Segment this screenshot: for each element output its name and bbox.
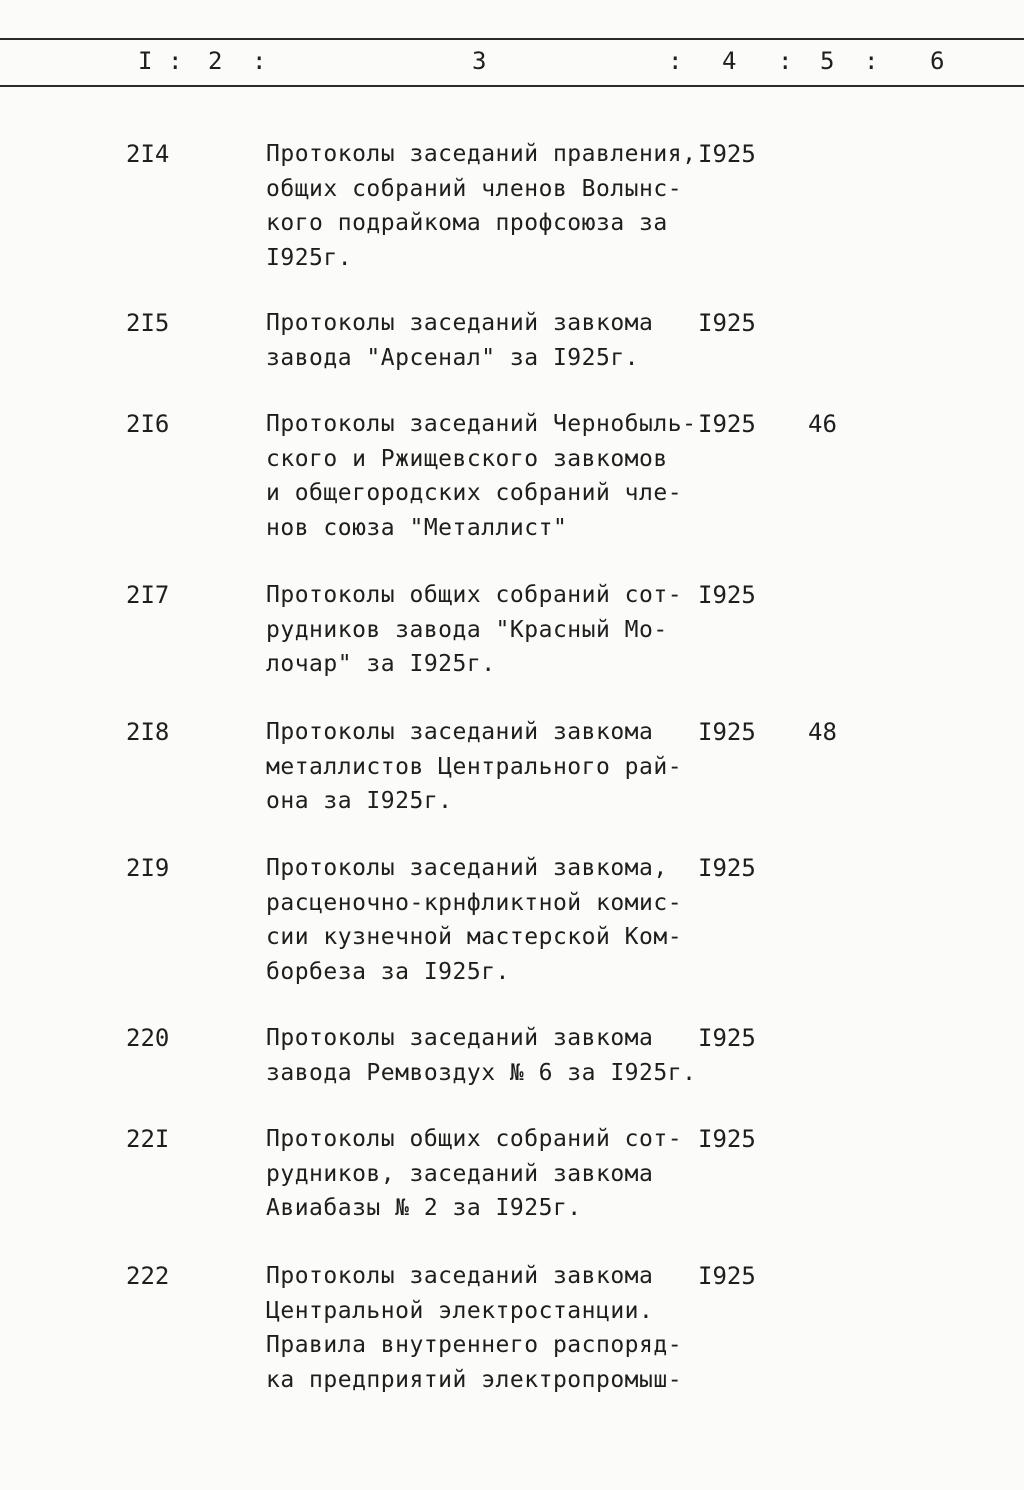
header-col-4: 4 [722, 47, 737, 75]
entry-title [266, 578, 696, 682]
entry-title-line: Протоколы заседаний завкома [266, 310, 654, 336]
entry-title-line: Протоколы общих собраний сот- [266, 1126, 683, 1152]
entry-sheet-count: 46 [808, 410, 837, 438]
header-separator: : [668, 47, 683, 75]
entry-title-line: Центральной электростанции. [266, 1297, 654, 1324]
entry-title-line: и общегородских собраний чле- [266, 480, 683, 506]
entry-title-line: Правила внутреннего распоряд- [266, 1332, 683, 1358]
entry-year: I925 [698, 581, 756, 609]
entry-title-line: Протоколы заседаний завкома [266, 1025, 654, 1051]
entry-title [266, 1259, 696, 1397]
entry-title-line: I925г. [266, 244, 353, 271]
entry-number: 2I7 [126, 581, 170, 609]
entry-title-line: борбеза за I925г. [266, 958, 510, 985]
header-separator: : [252, 47, 267, 75]
entry-year: I925 [698, 140, 756, 168]
entry-title-line: Протоколы заседаний завкома, [266, 855, 668, 881]
entry-number: 2I5 [126, 309, 170, 337]
entry-title-line: ского и Ржищевского завкомов [266, 445, 668, 472]
entry-title-line: лочар" за I925г. [266, 651, 496, 677]
header-col-1: I [138, 47, 153, 75]
entry-title-line: Протоколы заседаний Чернобыль- [266, 411, 697, 437]
entry-title-line: Протоколы заседаний завкома [266, 1263, 654, 1289]
header-top-rule [0, 38, 1024, 40]
entry-title-line: сии кузнечной мастерской Ком- [266, 924, 683, 950]
header-bottom-rule [0, 85, 1024, 87]
entry-title-line: Протоколы заседаний завкома [266, 719, 654, 745]
entry-title [266, 137, 696, 275]
entry-title [266, 1021, 696, 1090]
entry-year: I925 [698, 1125, 756, 1153]
header-col-2: 2 [208, 47, 223, 75]
entry-title-line: рудников завода "Красный Мо- [266, 616, 668, 643]
entry-year: I925 [698, 854, 756, 882]
entry-title [266, 407, 696, 545]
entry-number: 2I9 [126, 854, 170, 882]
entry-number: 2I8 [126, 718, 170, 746]
entry-year: I925 [698, 309, 756, 337]
entry-title-line: она за I925г. [266, 788, 453, 814]
entry-number: 2I6 [126, 410, 170, 438]
entry-title [266, 851, 696, 989]
header-separator: : [168, 47, 183, 75]
entry-title-line: расценочно-крнфликтной комис- [266, 889, 683, 916]
entry-title-line: общих собраний членов Волынс- [266, 175, 683, 202]
entry-year: I925 [698, 1262, 756, 1290]
entry-title-line: металлистов Центрального рай- [266, 753, 683, 780]
entry-year: I925 [698, 410, 756, 438]
entry-sheet-count: 48 [808, 718, 837, 746]
entry-title-line: Протоколы общих собраний сот- [266, 582, 683, 608]
header-col-6: 6 [930, 47, 945, 75]
entry-title-line: кого подрайкома профсоюза за [266, 210, 668, 236]
entry-title [266, 1122, 696, 1226]
entry-year: I925 [698, 718, 756, 746]
entry-title-line: Авиабазы № 2 за I925г. [266, 1195, 582, 1221]
entry-title-line: рудников, заседаний завкома [266, 1160, 654, 1187]
entry-title-line: завода Ремвоздух № 6 за I925г. [266, 1059, 697, 1086]
entry-title-line: нов союза "Металлист" [266, 514, 568, 541]
entry-title [266, 306, 696, 375]
entry-number: 222 [126, 1262, 170, 1290]
header-separator: : [778, 47, 793, 75]
entry-title-line: ка предприятий электропромыш- [266, 1366, 683, 1393]
entry-number: 2I4 [126, 140, 170, 168]
entry-number: 22I [126, 1125, 170, 1153]
entry-title-line: завода "Арсенал" за I925г. [266, 344, 640, 371]
header-col-3: 3 [472, 47, 487, 75]
entry-number: 220 [126, 1024, 170, 1052]
entry-year: I925 [698, 1024, 756, 1052]
header-col-5: 5 [820, 47, 835, 75]
header-separator: : [864, 47, 879, 75]
entry-title-line: Протоколы заседаний правления, [266, 141, 697, 167]
entry-title [266, 715, 696, 819]
